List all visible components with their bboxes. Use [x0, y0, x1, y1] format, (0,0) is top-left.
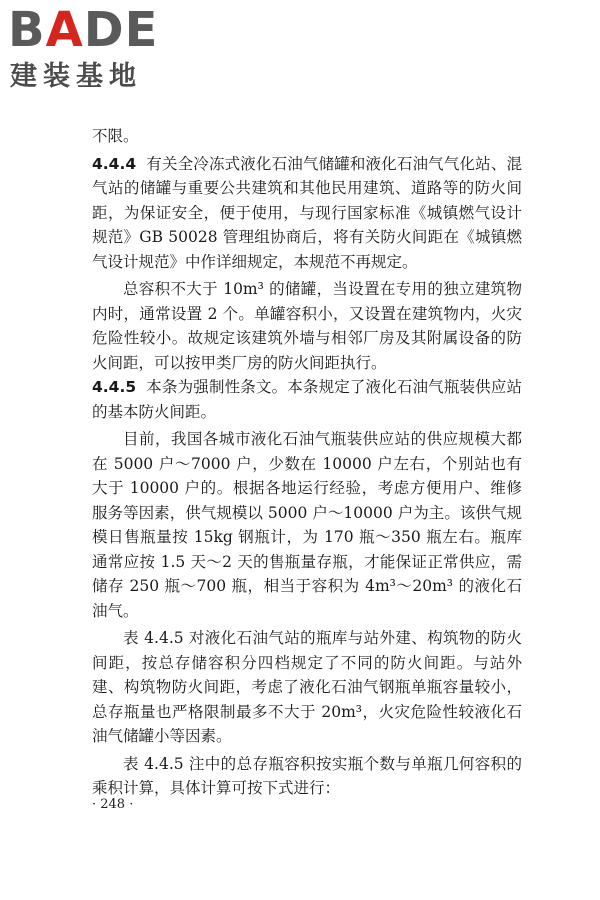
paragraph-continuation: 不限。 [92, 127, 139, 145]
paragraph-table-4-4-5: 表 4.4.5 对液化石油气站的瓶库与站外建、构筑物的防火间距，按总存储容积分四档规定了不同的防火间距。与站外建、构筑物防火间距，考虑了液化石油气钢瓶单瓶容量较小，总存瓶量也严格限制最多不大于 20m³，火灾危险性较液化石油气储罐小等因素。 [92, 629, 522, 745]
brand-logo [8, 2, 178, 94]
page-number: · 248 · [92, 797, 134, 812]
clause-text: 本条为强制性条文。本条规定了液化石油气瓶装供应站的基本防火间距。 [92, 378, 522, 421]
clause-4-4-4 [92, 152, 522, 275]
clause-text: 有关全冷冻式液化石油气储罐和液化石油气气化站、混气站的储罐与重要公共建筑和其他民用建筑、道路等的防火间距，为保证安全，便于使用，与现行国家标准《城镇燃气设计规范》GB 50028 管理组协商后，将有关防火间距在《城镇燃气设计规范》中作详细规定，本规范不再规定。 [92, 154, 522, 271]
clause-number: 4.4.5 [92, 378, 137, 396]
logo-letter-b: B [8, 2, 46, 58]
paragraph-table-note: 表 4.4.5 注中的总存瓶容积按实瓶个数与单瓶几何容积的乘积计算，具体计算可按下式进行： [92, 754, 522, 797]
clause-4-4-5 [92, 375, 522, 424]
logo-letters-de: DE [83, 2, 159, 58]
logo-subtitle: 建装基地 [10, 61, 142, 92]
document-body [92, 124, 522, 801]
paragraph-small-tank: 总容积不大于 10m³ 的储罐，当设置在专用的独立建筑物内时，通常设置 2 个。单罐容积小，又设置在建筑物内，火灾危险性较小。故规定该建筑外墙与相邻厂房及其附属设备的防火间距，可以按甲类厂房的防火间距执行。 [92, 280, 522, 372]
clause-number: 4.4.4 [92, 154, 137, 173]
logo-letter-a: A [45, 2, 84, 58]
logo-wordmark [8, 2, 159, 58]
paragraph-supply-scale: 目前，我国各城市液化石油气瓶装供应站的供应规模大都在 5000 户～7000 户，少数在 10000 户左右，个别站也有大于 10000 户的。根据各地运行经验，考虑方便用户、维修服务等因素，供气规模以 5000 户～10000 户为主。该供气规模日售瓶量按 15kg 钢瓶计，为 170 瓶～350 瓶左右。瓶库通常应按 1.5 天～2 天的售瓶量存瓶，才能保证正常供应，需储存 250 瓶～700 瓶，相当于容积为 4m³～20m³ 的液化石油气。 [92, 430, 522, 620]
